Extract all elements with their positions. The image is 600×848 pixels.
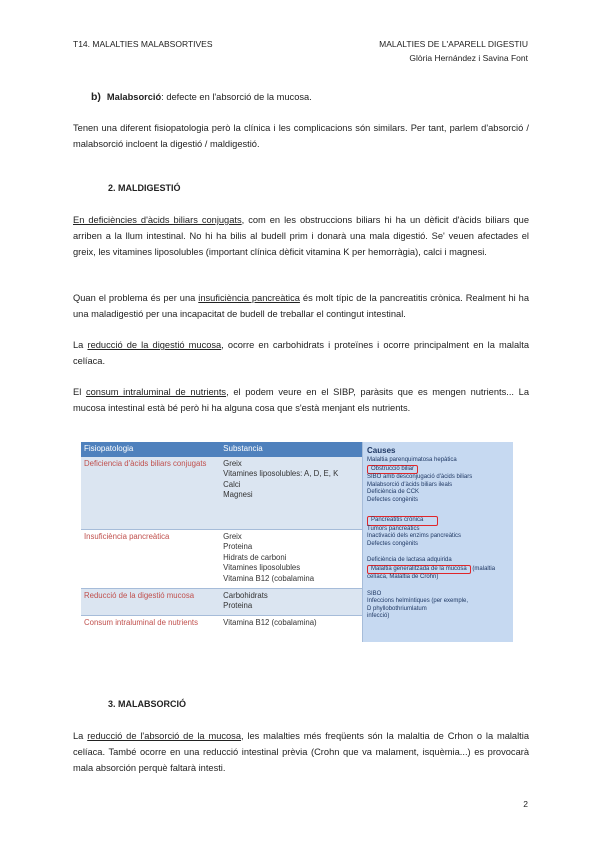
col-header-substancia: Substancia (220, 442, 362, 457)
causes-column (362, 442, 513, 642)
causes-group-pancreas (367, 516, 509, 548)
substance-item: Carbohidrats (223, 590, 268, 600)
substance-item: Greix (223, 531, 242, 541)
substance-item: Proteina (223, 542, 253, 551)
table-cell-fisio: Consum intraluminal de nutrients (81, 615, 220, 650)
paragraph-text: , com en les obstruccions biliars hi ha un dèficit d'àcids biliars que arriben a la llum intestinal. No hi ha bilis al budell prim i donarà una mala digestió. Se' veuen afectades el greix, les vitamines liposolubles (important clínica dèficit vitamina K per hemorràgia), calci i magnesi. (73, 215, 529, 257)
table-cell-subs (220, 457, 362, 530)
item-b-term: Malabsorció (106, 92, 162, 102)
substance-item: Vitamines liposolubles: A, D, E, K (223, 469, 339, 478)
term-reduccio-digestio: reducció de la digestió mucosa (87, 340, 222, 350)
paragraph-reduccio-absorcio (73, 728, 529, 776)
paragraph-text: , el podem veure en el SIBP, paràsits que es mengen nutrients... La mucosa intestinal està bé però hi ha alguna cosa que s'està menjant els nutrients. (73, 387, 530, 413)
cause-item-circled: Pancreatitis crònica (367, 516, 438, 526)
paragraph-text: La (73, 340, 88, 350)
cause-item: Defectes congènits (367, 540, 419, 547)
paragraph-insuficiencia (73, 290, 529, 322)
substance-item: Greix (223, 458, 242, 468)
col-header-fisiopatologia: Fisiopatologia (81, 442, 220, 457)
table-cell-fisio: Deficiencia d'àcids biliars conjugats (81, 457, 220, 530)
item-b (91, 89, 312, 105)
intro-paragraph: Tenen una diferent fisiopatologia però la clínica i les complicacions són similars. Per tant, parlem d'absorció / malabsorció incloent la digestió / maldigestió. (73, 123, 529, 149)
paragraph-text: La (73, 731, 88, 741)
cause-item: infecció) (367, 613, 390, 619)
paragraph-text: Quan el problema és per una (73, 293, 199, 303)
paragraph-text: és molt típic de la pancreatitis crònica. Realment hi ha una maladigestió per una incapacitat de budell de treballar el contingut intestinal. (73, 293, 529, 319)
substance-item: Magnesi (223, 490, 253, 499)
causes-group-acids-biliars (367, 457, 509, 504)
section-heading-maldigestio: 2. MALDIGESTIÓ (108, 183, 181, 193)
paragraph-acids-biliars (73, 212, 529, 260)
substance-item: Proteina (223, 601, 253, 610)
term-insuficiencia: insuficiència pancreàtica (198, 293, 300, 303)
paragraph-reduccio-digestio (73, 337, 529, 369)
term-consum: consum intraluminal de nutrients (85, 387, 227, 397)
causes-group-consum (367, 591, 509, 621)
cause-item-circled: Malaltia generalitzada de la mucosa (367, 565, 471, 575)
header-right-authors: Glòria Hernández i Savina Font (409, 53, 528, 63)
cause-item: Inactivació dels enzims pancreàtics (367, 533, 462, 539)
causes-group-mucosa (367, 557, 509, 582)
cause-item: Defectes congènits (367, 496, 419, 503)
term-reduccio-absorcio: reducció de l'absorció de la mucosa (87, 731, 242, 741)
cause-item: Tumors pancreàtics (367, 525, 420, 532)
substance-item: Vitamina B12 (cobalamina) (223, 617, 317, 627)
col-header-causes: Causes (367, 446, 396, 455)
cause-item-circled: Obstrucció biliar (367, 465, 418, 475)
cause-item: celíaca, Malaltia de Crohn) (367, 574, 439, 580)
substance-item: Calci (223, 479, 241, 489)
section-heading-malabsorcio: 3. MALABSORCIÓ (108, 699, 187, 709)
cause-item: (malaltia (472, 565, 496, 572)
cause-item: SIBO amb desconjugació d'àcids biliars (367, 474, 473, 480)
paragraph-text: , les malalties més freqüents són la malaltia de Crhon o la malaltia celíaca. També ocorre en una reducció intestinal prèvia (Crohn que va malament, isquèmia...) es provocarà mala absorción perquè faltarà intesti. (73, 731, 529, 773)
cause-item: Deficiència de lactasa adquirida (367, 557, 452, 563)
table-cell-subs (220, 615, 362, 650)
cause-item: D phyllobothriumlatum (367, 605, 427, 612)
paragraph-consum (73, 384, 529, 416)
cause-item: Infeccions helmíntiques (per exemple, (367, 598, 469, 604)
substance-item: Hidrats de carboni (223, 552, 287, 562)
header-left: T14. MALALTIES MALABSORTIVES (73, 39, 213, 49)
table-cell-fisio: Reducció de la digestió mucosa (81, 588, 220, 615)
table-cell-subs (220, 588, 362, 615)
substance-item: Vitamina B12 (cobalamina (223, 573, 315, 583)
item-b-letter: b) (91, 91, 101, 103)
cause-item: Malabsorció d'àcids biliars ileals (367, 481, 453, 488)
cause-item: SIBO (367, 590, 382, 597)
page-number: 2 (523, 799, 528, 809)
substance-item: Vitamines liposolubles (223, 563, 301, 572)
header-right-title: MALALTIES DE L'APARELL DIGESTIU (379, 39, 528, 49)
cause-item: Malaltia parenquimatosa hepàtica (367, 457, 457, 463)
item-b-definition: : defecte en l'absorció de la mucosa. (161, 92, 312, 102)
paragraph-text: El (73, 387, 86, 397)
term-acids-biliars: En deficiències d'àcids biliars conjugats (73, 215, 242, 225)
table-cell-fisio: Insuficiència pancreàtica (81, 529, 220, 588)
pathophysiology-table (81, 442, 513, 642)
cause-item: Deficiència de CCK (367, 489, 420, 495)
table-cell-subs (220, 529, 362, 588)
paragraph-text: , ocorre en carbohidrats i proteïnes i ocorre principalment en la malalta celíaca. (73, 340, 529, 366)
